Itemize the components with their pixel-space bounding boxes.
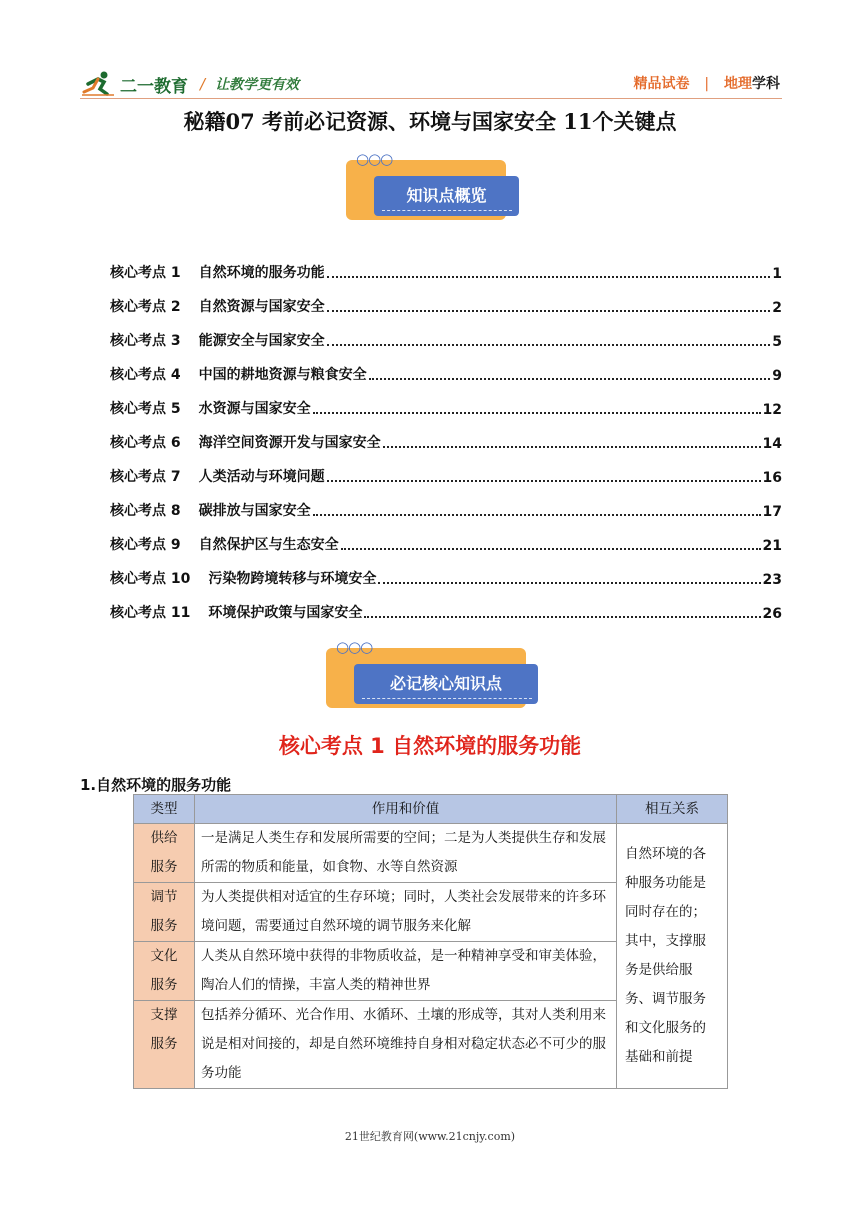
toc-leader-dots xyxy=(313,514,761,516)
binder-rings-icon: ○○○ xyxy=(356,150,393,168)
toc-item[interactable] xyxy=(110,486,782,520)
subject-label xyxy=(724,76,780,92)
header-type: 类型 xyxy=(134,795,195,824)
toc-item-page: 12 xyxy=(762,402,782,418)
toc-item-page: 21 xyxy=(762,538,782,554)
toc-item[interactable] xyxy=(110,248,782,282)
document-title: 秘籍07 考前必记资源、环境与国家安全 11个关键点 xyxy=(183,109,677,134)
value-cell: 包括养分循环、光合作用、水循环、土壤的形成等，其对人类利用来说是相对间接的，却是自然环境维持自身相对稳定状态必不可少的服务功能 xyxy=(195,1001,617,1089)
overview-badge xyxy=(346,152,521,226)
header-divider xyxy=(80,98,782,99)
table-header-row xyxy=(134,795,728,824)
value-cell: 人类从自然环境中获得的非物质收益，是一种精神享受和审美体验，陶冶人们的情操，丰富人类的精神世界 xyxy=(195,942,617,1001)
toc-leader-dots xyxy=(369,378,771,380)
toc-item[interactable] xyxy=(110,418,782,452)
toc-item-label: 自然资源与国家安全 xyxy=(198,299,325,315)
toc-item[interactable] xyxy=(110,282,782,316)
service-function-table xyxy=(133,794,728,1089)
subject-name: 地理 xyxy=(724,76,752,92)
toc-item-number: 核心考点 8 xyxy=(110,503,181,519)
brand-logo[interactable] xyxy=(80,70,299,98)
table-row xyxy=(134,824,728,883)
toc-item-label: 环境保护政策与国家安全 xyxy=(208,605,363,621)
knowledge-badge-label: 必记核心知识点 xyxy=(354,664,538,704)
toc-item-label: 能源安全与国家安全 xyxy=(198,333,325,349)
toc-item[interactable] xyxy=(110,384,782,418)
brand-slogan: 让教学更有效 xyxy=(215,77,300,93)
type-cell: 支撑 服务 xyxy=(134,1001,195,1089)
toc-item-number: 核心考点 4 xyxy=(110,367,181,383)
type-cell: 调节 服务 xyxy=(134,883,195,942)
toc-leader-dots xyxy=(364,616,760,618)
toc-item-label: 水资源与国家安全 xyxy=(198,401,311,417)
page-header xyxy=(80,70,780,98)
toc-item-number: 核心考点 3 xyxy=(110,333,181,349)
toc-item-page: 23 xyxy=(762,572,782,588)
toc-item-number: 核心考点 5 xyxy=(110,401,181,417)
toc-item-number: 核心考点 6 xyxy=(110,435,181,451)
toc-leader-dots xyxy=(327,344,771,346)
page-footer[interactable]: 21世纪教育网(www.21cnjy.com) xyxy=(344,1130,516,1143)
toc-item[interactable] xyxy=(110,452,782,486)
toc-item-label: 人类活动与环境问题 xyxy=(198,469,325,485)
toc-item-number: 核心考点 7 xyxy=(110,469,181,485)
toc-item-page: 9 xyxy=(772,368,782,384)
toc-leader-dots xyxy=(313,412,761,414)
section-title: 核心考点 1 自然环境的服务功能 xyxy=(278,734,582,758)
relation-cell: 自然环境的各种服务功能是同时存在的；其中，支撑服务是供给服务、调节服务和文化服务的基础和前提 xyxy=(617,824,728,1089)
toc-leader-dots xyxy=(327,310,771,312)
toc-item-number: 核心考点 10 xyxy=(110,571,191,587)
toc-item-label: 中国的耕地资源与粮食安全 xyxy=(198,367,367,383)
toc-item[interactable] xyxy=(110,554,782,588)
toc-item-number: 核心考点 1 xyxy=(110,265,181,281)
toc-item[interactable] xyxy=(110,316,782,350)
product-label: 精品试卷 xyxy=(633,76,690,92)
toc-item-number: 核心考点 9 xyxy=(110,537,181,553)
binder-rings-icon: ○○○ xyxy=(336,638,373,656)
runner-logo-icon xyxy=(80,70,116,98)
header-relation: 相互关系 xyxy=(617,795,728,824)
value-cell: 为人类提供相对适宜的生存环境；同时，人类社会发展带来的许多环境问题，需要通过自然环境的调节服务来化解 xyxy=(195,883,617,942)
toc-item-label: 碳排放与国家安全 xyxy=(198,503,311,519)
type-cell: 文化 服务 xyxy=(134,942,195,1001)
toc-leader-dots xyxy=(327,276,771,278)
toc-item-page: 17 xyxy=(762,504,782,520)
toc-item-page: 16 xyxy=(762,470,782,486)
toc-item-page: 26 xyxy=(762,606,782,622)
toc-item-number: 核心考点 2 xyxy=(110,299,181,315)
toc-item-label: 自然保护区与生态安全 xyxy=(198,537,339,553)
toc-item[interactable] xyxy=(110,588,782,622)
toc-item-label: 海洋空间资源开发与国家安全 xyxy=(198,435,381,451)
toc-item-label: 污染物跨境转移与环境安全 xyxy=(208,571,377,587)
toc-item-page: 1 xyxy=(772,266,782,282)
toc-item-number: 核心考点 11 xyxy=(110,605,191,621)
toc-item-label: 自然环境的服务功能 xyxy=(198,265,325,281)
type-cell: 供给 服务 xyxy=(134,824,195,883)
toc-leader-dots xyxy=(341,548,761,550)
toc-leader-dots xyxy=(378,582,760,584)
header-value: 作用和价值 xyxy=(195,795,617,824)
toc-item-page: 2 xyxy=(772,300,782,316)
toc-item[interactable] xyxy=(110,350,782,384)
knowledge-badge xyxy=(326,640,541,714)
toc-item[interactable] xyxy=(110,520,782,554)
brand-name: 二一教育 xyxy=(120,76,188,97)
value-cell: 一是满足人类生存和发展所需要的空间；二是为人类提供生存和发展所需的物质和能量，如食物、水等自然资源 xyxy=(195,824,617,883)
header-product-info xyxy=(634,73,780,93)
toc-leader-dots xyxy=(383,446,761,448)
table-of-contents xyxy=(110,248,782,622)
toc-item-page: 14 xyxy=(762,436,782,452)
header-separator: | xyxy=(704,76,710,92)
overview-badge-label: 知识点概览 xyxy=(374,176,519,216)
subsection-title: 1.自然环境的服务功能 xyxy=(80,776,232,794)
subject-suffix: 学科 xyxy=(752,76,780,92)
toc-item-page: 5 xyxy=(772,334,782,350)
toc-leader-dots xyxy=(327,480,761,482)
slash-divider: / xyxy=(200,75,206,93)
